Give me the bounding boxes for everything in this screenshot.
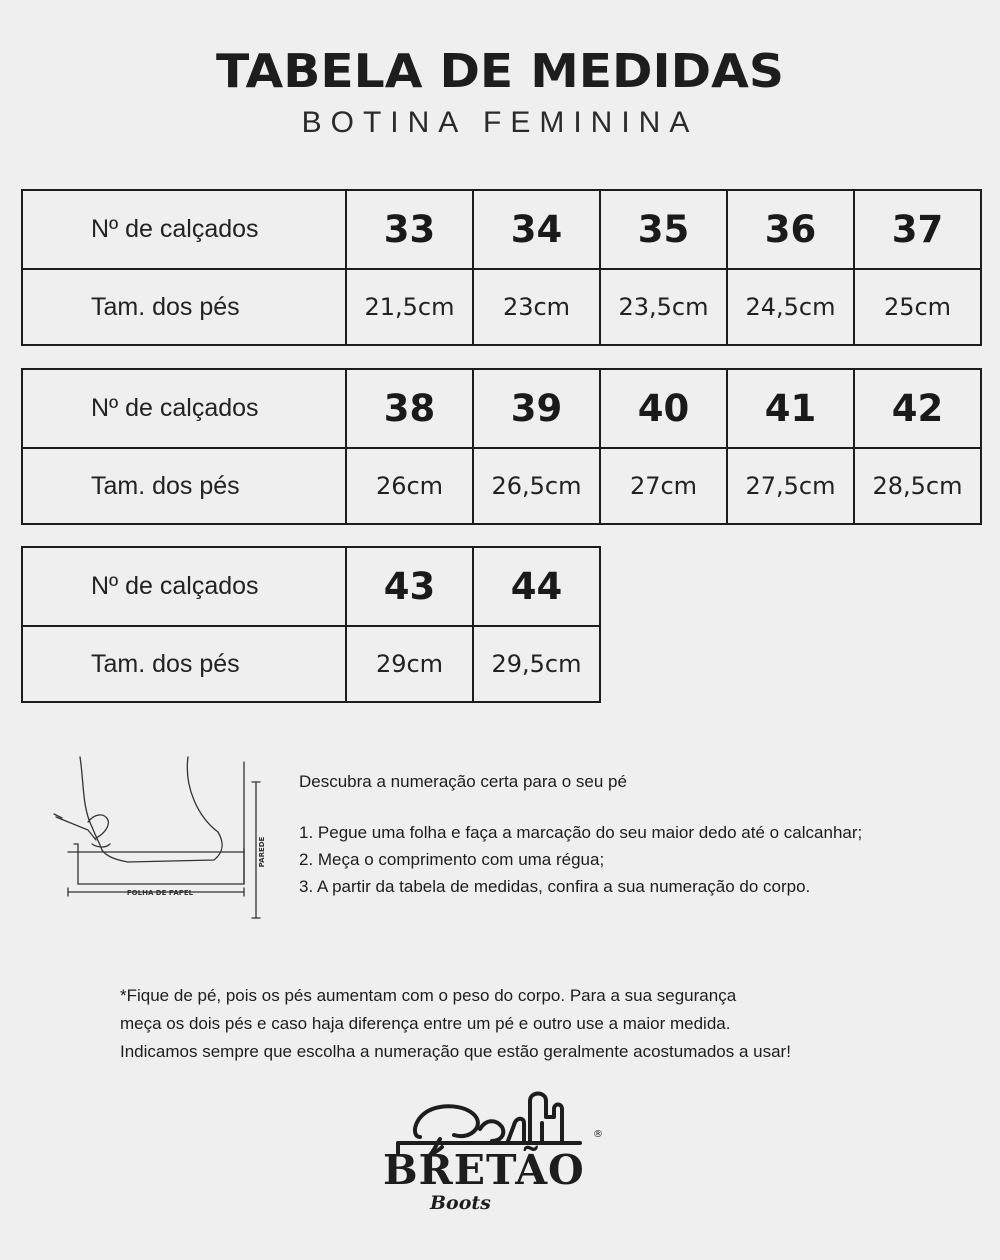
length-cell: 25cm [854,269,981,345]
page-subtitle: BOTINA FEMININA [301,106,699,139]
row-label-foot: Tam. dos pés [22,448,346,524]
size-cell: 33 [346,190,473,269]
page-title: TABELA DE MEDIDAS [215,44,784,98]
paper-label: FOLHA DE PAPEL [126,889,194,897]
length-cell: 23cm [473,269,600,345]
length-cell: 27,5cm [727,448,854,524]
length-cell: 29,5cm [473,626,600,702]
wall-label: PAREDE [258,836,266,868]
size-cell: 44 [473,547,600,626]
registered-mark: ® [593,1129,603,1140]
row-label-size: Nº de calçados [22,190,346,269]
size-cell: 43 [346,547,473,626]
size-cell: 34 [473,190,600,269]
size-table-1 [21,189,982,346]
instruction-step: 1. Pegue uma folha e faça a marcação do seu maior dedo até o calcanhar; [299,823,863,842]
row-label-size: Nº de calçados [22,369,346,448]
length-cell: 29cm [346,626,473,702]
footnote-line: *Fique de pé, pois os pés aumentam com o peso do corpo. Para a sua segurança [120,986,737,1005]
size-cell: 35 [600,190,727,269]
size-cell: 41 [727,369,854,448]
size-table-2 [21,368,982,525]
footnote-line: meça os dois pés e caso haja diferença entre um pé e outro use a maior medida. [120,1014,731,1033]
footnote-line: Indicamos sempre que escolha a numeração que estão geralmente acostumados a usar! [120,1042,791,1061]
instructions-intro: Descubra a numeração certa para o seu pé [299,772,627,791]
size-cell: 36 [727,190,854,269]
instructions [299,768,862,900]
size-cell: 38 [346,369,473,448]
length-cell: 26cm [346,448,473,524]
row-label-foot: Tam. dos pés [22,269,346,345]
brand-subtitle: Boots [430,1192,491,1214]
brand-name: BRETÃO [383,1146,585,1194]
length-cell: 24,5cm [727,269,854,345]
length-cell: 28,5cm [854,448,981,524]
length-cell: 21,5cm [346,269,473,345]
size-cell: 40 [600,369,727,448]
instruction-step: 3. A partir da tabela de medidas, confira a sua numeração do corpo. [299,877,811,896]
foot-measuring-illustration [48,752,278,927]
size-cell: 37 [854,190,981,269]
row-label-size: Nº de calçados [22,547,346,626]
footnote [120,982,791,1066]
size-table-3 [21,546,601,703]
length-cell: 27cm [600,448,727,524]
size-cell: 39 [473,369,600,448]
length-cell: 26,5cm [473,448,600,524]
instruction-step: 2. Meça o comprimento com uma régua; [299,850,605,869]
length-cell: 23,5cm [600,269,727,345]
size-cell: 42 [854,369,981,448]
row-label-foot: Tam. dos pés [22,626,346,702]
